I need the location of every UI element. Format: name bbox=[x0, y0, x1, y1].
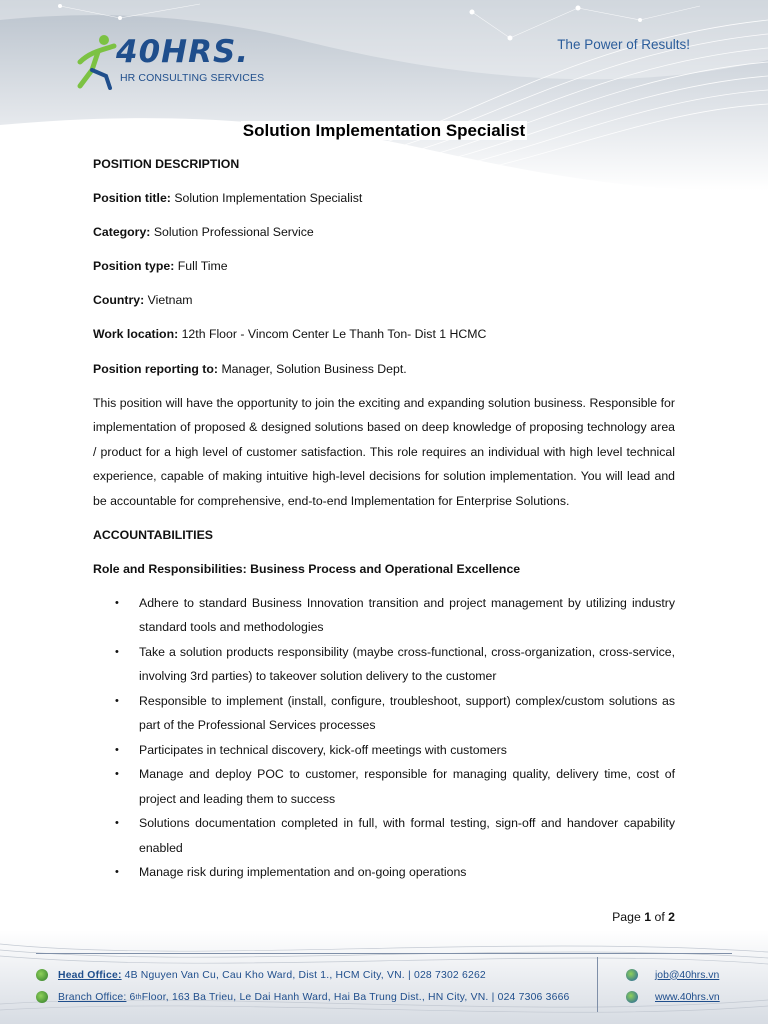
footer-email[interactable]: job@40hrs.vn bbox=[626, 967, 719, 983]
page-number: Page 1 of 2 bbox=[612, 910, 675, 924]
section-heading-position: POSITION DESCRIPTION bbox=[93, 157, 240, 171]
location-pin-icon bbox=[36, 991, 48, 1003]
section-subheading-roles: Role and Responsibilities: Business Process and Operational Excellence bbox=[93, 561, 521, 576]
field-position-type: Position type: Full Time bbox=[93, 259, 228, 274]
responsibilities-list bbox=[93, 591, 675, 885]
list-item: • Adhere to standard Business Innovation transition and project management by utilizing industry standard tools and methodologies bbox=[93, 591, 675, 640]
document-body bbox=[93, 152, 675, 885]
field-category: Category: Solution Professional Service bbox=[93, 225, 314, 240]
field-position-title: Position title: Solution Implementation Specialist bbox=[93, 191, 363, 206]
position-summary: This position will have the opportunity to join the exciting and expanding solution business. Responsible for implementation of proposed & designed solutions based on deep knowledge of proposing technology area / product for a high level of customer satisfaction. This role requires an individual with high level technical experience, capable of making intuitive high-level decisions for solution implementation. You will lead and be accountable for comprehensive, end-to-end Implementation for Enterprise Solutions. bbox=[93, 395, 675, 508]
list-item: • Responsible to implement (install, configure, troubleshoot, support) complex/custom solutions as part of the Professional Services processes bbox=[93, 689, 675, 738]
list-item: • Participates in technical discovery, kick-off meetings with customers bbox=[93, 738, 675, 763]
logo-subtitle: HR CONSULTING SERVICES bbox=[120, 72, 265, 84]
footer-vertical-divider bbox=[597, 957, 598, 1012]
footer-website[interactable]: www.40hrs.vn bbox=[626, 989, 720, 1005]
footer-divider bbox=[36, 953, 732, 954]
section-heading-accountabilities: ACCOUNTABILITIES bbox=[93, 527, 214, 542]
company-logo bbox=[70, 32, 265, 90]
footer-head-office: Head Office: 4B Nguyen Van Cu, Cau Kho Ward, Dist 1., HCM City, VN. | 028 7302 6262 bbox=[36, 967, 486, 983]
location-pin-icon bbox=[36, 969, 48, 981]
document-title: Solution Implementation Specialist bbox=[242, 121, 526, 140]
footer-branch-office: Branch Office: 6 th Floor, 163 Ba Trieu, Le Dai Hanh Ward, Hai Ba Trung Dist., HN City, VN. | 024 7306 3666 bbox=[36, 989, 570, 1005]
tagline: The Power of Results! bbox=[557, 37, 690, 52]
list-item: • Solutions documentation completed in full, with formal testing, sign-off and handover capability enabled bbox=[93, 811, 675, 860]
list-item: • Manage risk during implementation and on-going operations bbox=[93, 860, 675, 885]
field-work-location: Work location: 12th Floor - Vincom Center Le Thanh Ton- Dist 1 HCMC bbox=[93, 327, 487, 342]
list-item: • Take a solution products responsibility (maybe cross-functional, cross-organization, cross-service, involving 3rd parties) to takeover solution delivery to the customer bbox=[93, 640, 675, 689]
logo-wordmark: 40HRS. bbox=[116, 34, 250, 70]
field-reporting-to: Position reporting to: Manager, Solution Business Dept. bbox=[93, 361, 407, 376]
list-item: • Manage and deploy POC to customer, responsible for managing quality, delivery time, cost of project and leading them to success bbox=[93, 762, 675, 811]
email-icon bbox=[626, 969, 638, 981]
globe-icon bbox=[626, 991, 638, 1003]
field-country: Country: Vietnam bbox=[93, 293, 193, 308]
